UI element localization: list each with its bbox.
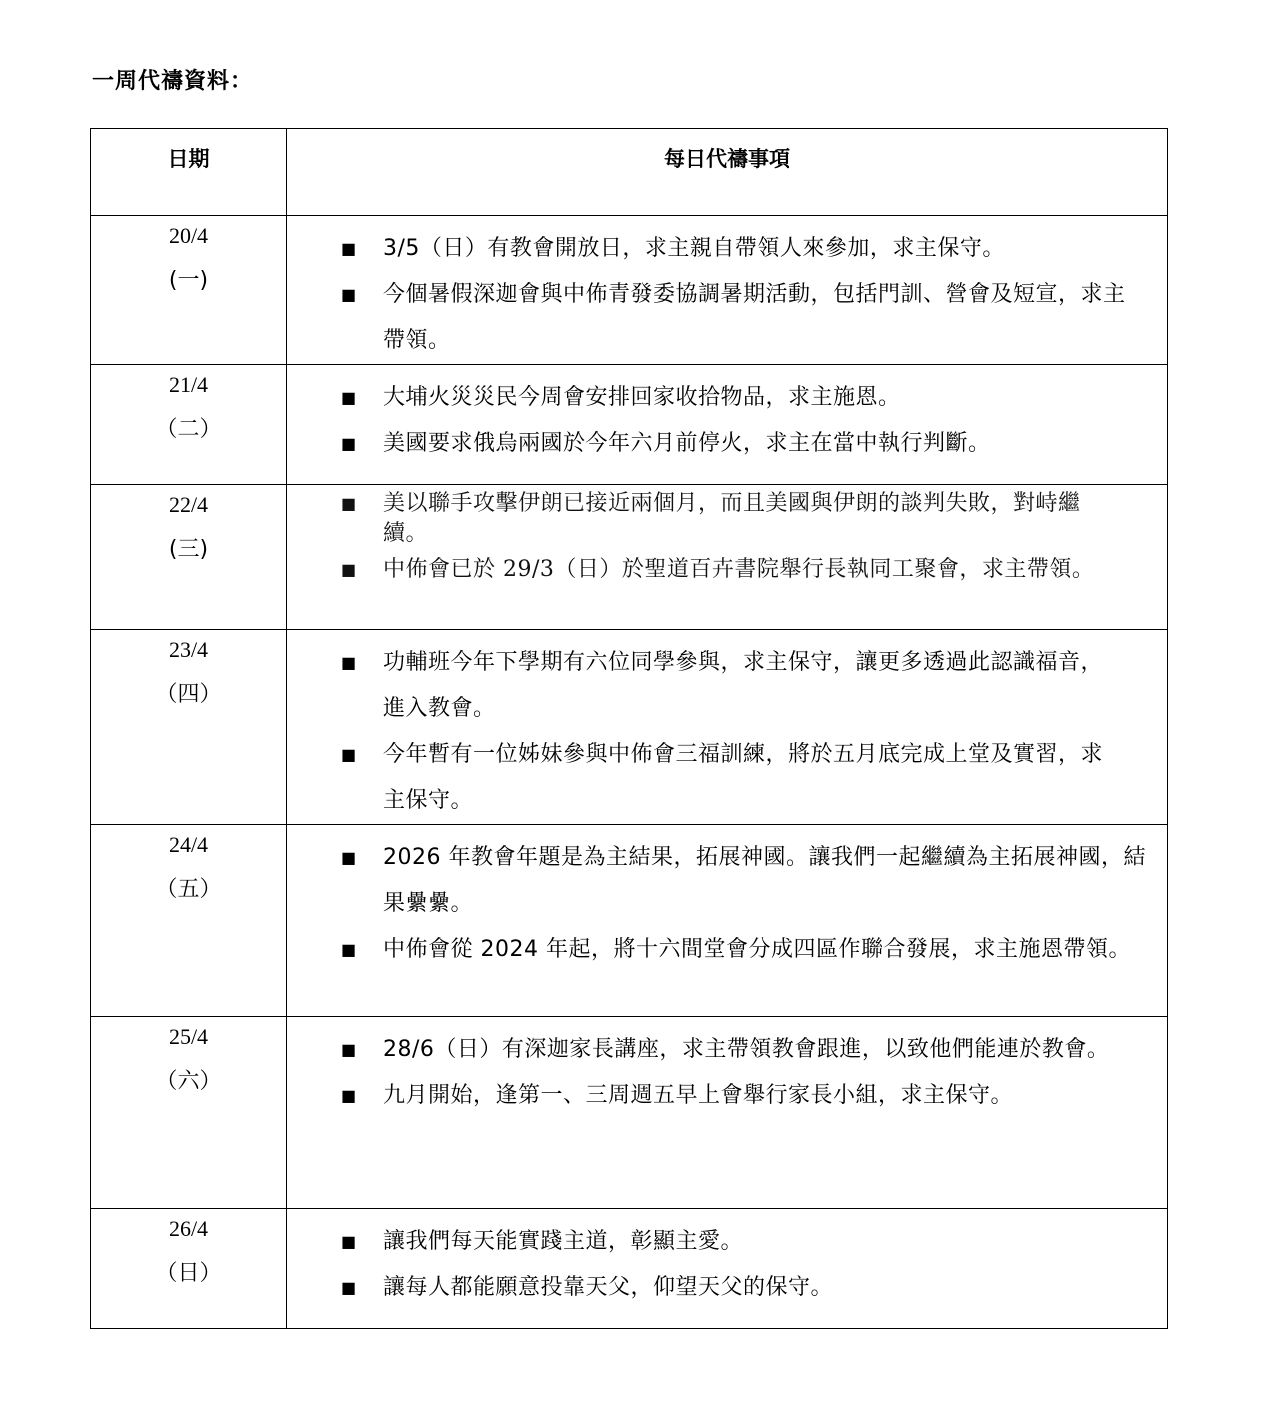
item-text: 讓每人都能願意投靠天父，仰望天父的保守。 <box>383 1275 834 1300</box>
date-weekday: （日） <box>155 1261 222 1286</box>
bullet-icon: ■ <box>341 745 357 764</box>
bullet-icon: ■ <box>341 1086 357 1105</box>
items-cell <box>287 216 1168 365</box>
date-weekday: (三) <box>168 537 209 562</box>
date-number: 25/4 <box>168 1024 209 1049</box>
bullet-icon: ■ <box>341 434 357 453</box>
list-item <box>287 1073 1153 1119</box>
list-item <box>287 835 1153 927</box>
bullet-icon: ■ <box>341 848 357 867</box>
list-item <box>287 375 1153 421</box>
date-number: 22/4 <box>168 492 209 517</box>
date-cell <box>91 1209 287 1329</box>
list-item <box>287 489 1153 549</box>
date-cell <box>91 1017 287 1209</box>
bullet-icon: ■ <box>341 940 357 959</box>
item-text: 2026 年教會年題是為主結果，拓展神國。讓我們一起繼續為主拓展神國，結果纍纍。 <box>383 845 1146 916</box>
page-title: 一周代禱資料： <box>92 69 254 94</box>
date-weekday: （四） <box>155 682 222 707</box>
table-row <box>91 825 1168 1017</box>
bullet-icon: ■ <box>341 1040 357 1059</box>
bullet-icon: ■ <box>341 388 357 407</box>
list-item <box>287 272 1153 364</box>
date-number: 26/4 <box>168 1216 209 1241</box>
item-text: 美國要求俄烏兩國於今年六月前停火，求主在當中執行判斷。 <box>383 431 991 456</box>
item-text: 功輔班今年下學期有六位同學參與，求主保守，讓更多透過此認識福音，進入教會。 <box>383 650 1104 721</box>
header-date: 日期 <box>91 129 287 216</box>
table-row <box>91 485 1168 630</box>
list-item <box>287 226 1153 272</box>
items-cell <box>287 485 1168 630</box>
list-item <box>287 1027 1153 1073</box>
item-text: 中佈會已於 29/3（日）於聖道百卉書院舉行長執同工聚會，求主帶領。 <box>383 557 1095 582</box>
prayer-table <box>90 128 1168 1329</box>
date-cell <box>91 216 287 365</box>
bullet-icon: ■ <box>341 653 357 672</box>
date-number: 23/4 <box>168 637 209 662</box>
date-weekday: (一) <box>168 268 209 293</box>
bullet-icon: ■ <box>341 1232 357 1251</box>
bullet-icon: ■ <box>341 1278 357 1297</box>
table-row <box>91 216 1168 365</box>
list-item <box>287 1219 1153 1265</box>
date-cell <box>91 825 287 1017</box>
list-item <box>287 1265 1153 1311</box>
item-text: 美以聯手攻擊伊朗已接近兩個月，而且美國與伊朗的談判失敗，對峙繼續。 <box>383 491 1081 546</box>
item-text: 3/5（日）有教會開放日，求主親自帶領人來參加，求主保守。 <box>383 236 1005 261</box>
bullet-icon: ■ <box>341 285 357 304</box>
date-weekday: （二） <box>155 417 222 442</box>
bullet-icon: ■ <box>341 494 357 513</box>
item-text: 中佈會從 2024 年起，將十六間堂會分成四區作聯合發展，求主施恩帶領。 <box>383 937 1131 962</box>
items-cell <box>287 825 1168 1017</box>
items-cell <box>287 1017 1168 1209</box>
table-header-row <box>91 129 1168 216</box>
date-weekday: （五） <box>155 877 222 902</box>
items-cell <box>287 1209 1168 1329</box>
list-item <box>287 927 1153 973</box>
list-item <box>287 421 1153 467</box>
date-number: 21/4 <box>168 372 209 397</box>
items-cell <box>287 630 1168 825</box>
table-row <box>91 1017 1168 1209</box>
item-text: 讓我們每天能實踐主道，彰顯主愛。 <box>383 1229 744 1254</box>
bullet-icon: ■ <box>341 560 357 579</box>
list-item <box>287 732 1153 824</box>
header-items: 每日代禱事項 <box>287 129 1168 216</box>
item-text: 28/6（日）有深迦家長講座，求主帶領教會跟進，以致他們能連於教會。 <box>383 1037 1110 1062</box>
date-cell <box>91 630 287 825</box>
item-text: 大埔火災災民今周會安排回家收拾物品，求主施恩。 <box>383 385 901 410</box>
date-number: 20/4 <box>168 223 209 248</box>
list-item <box>287 555 1153 585</box>
date-number: 24/4 <box>168 832 209 857</box>
list-item <box>287 640 1153 732</box>
item-text: 今個暑假深迦會與中佈青發委協調暑期活動，包括門訓、營會及短宣，求主帶領。 <box>383 282 1126 353</box>
date-cell <box>91 485 287 630</box>
table-row <box>91 365 1168 485</box>
item-text: 今年暫有一位姊妹參與中佈會三福訓練，將於五月底完成上堂及實習，求主保守。 <box>383 742 1104 813</box>
item-text: 九月開始，逢第一、三周週五早上會舉行家長小組，求主保守。 <box>383 1083 1014 1108</box>
table-row <box>91 1209 1168 1329</box>
date-weekday: （六） <box>155 1069 222 1094</box>
items-cell <box>287 365 1168 485</box>
bullet-icon: ■ <box>341 239 357 258</box>
table-row <box>91 630 1168 825</box>
date-cell <box>91 365 287 485</box>
